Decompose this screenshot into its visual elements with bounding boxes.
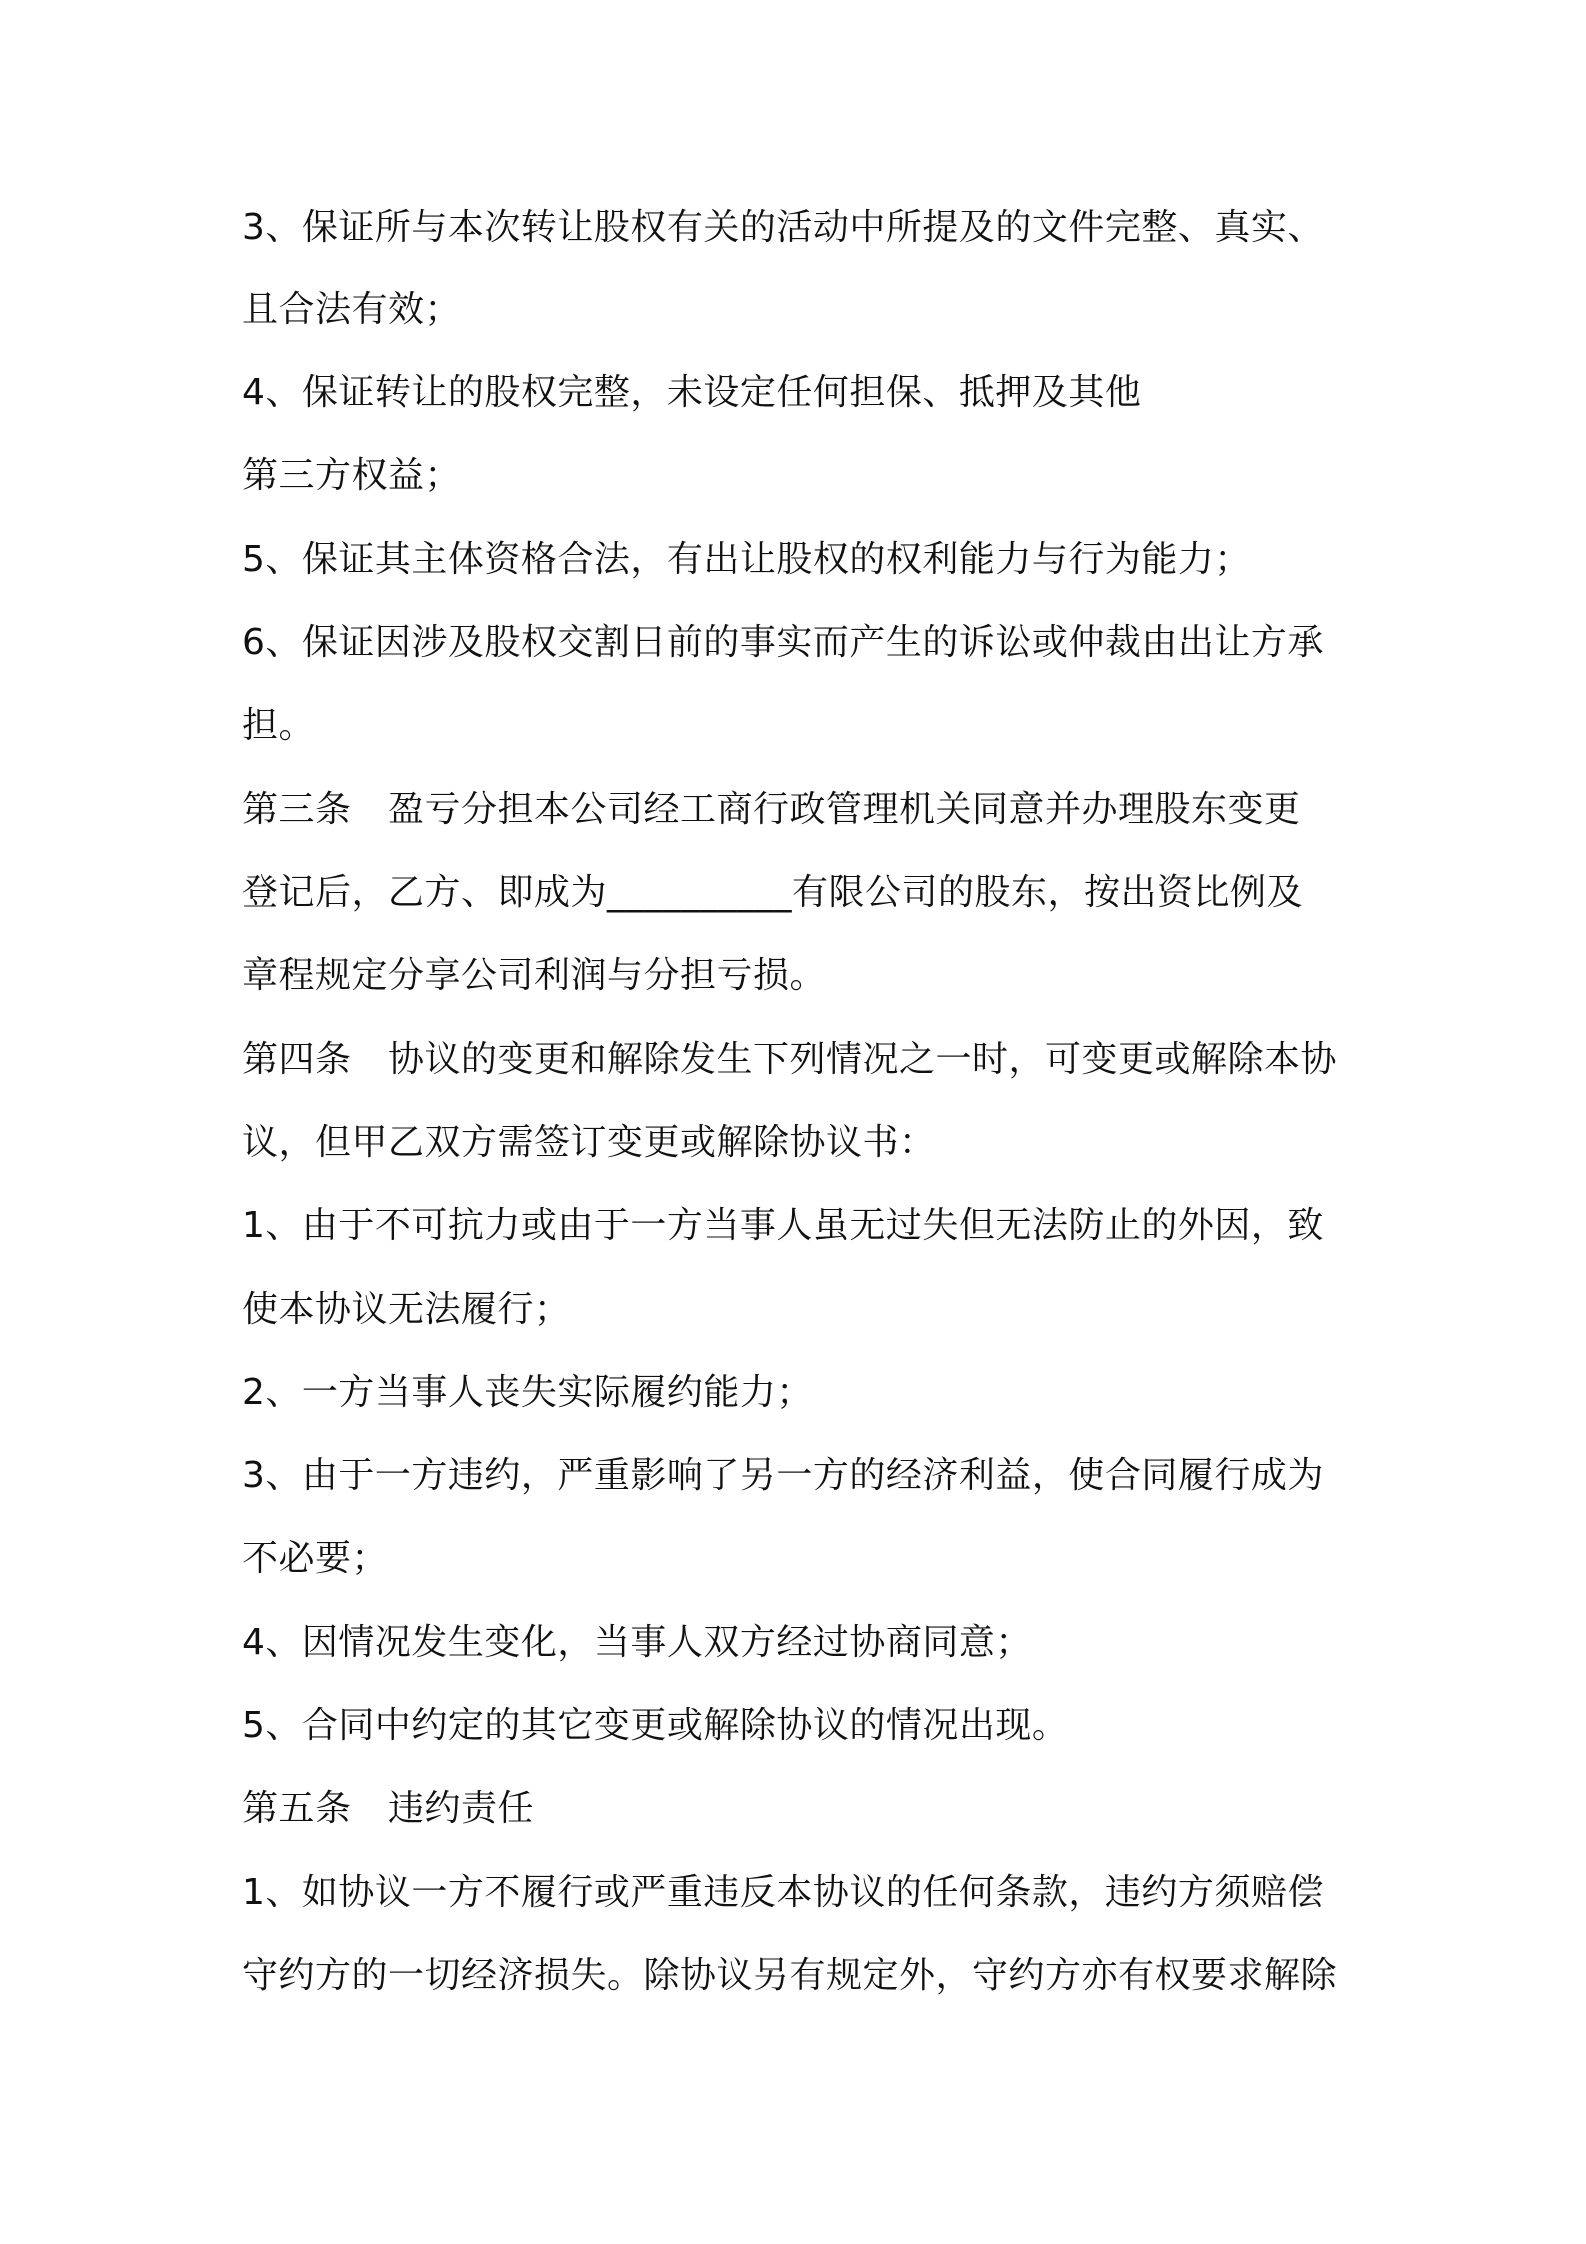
text-line: 章程规定分享公司利润与分担亏损。 (242, 955, 827, 996)
text-line: 登记后，乙方、即成为__________有限公司的股东，按出资比例及 (242, 872, 1304, 913)
text-line: 6、保证因涉及股权交割日前的事实而产生的诉讼或仲裁由出让方承 (242, 622, 1324, 663)
text-line: 不必要； (242, 1538, 389, 1579)
text-line: 担。 (242, 705, 316, 746)
text-line: 4、保证转让的股权完整，未设定任何担保、抵押及其他 (242, 372, 1142, 413)
text-line: 1、由于不可抗力或由于一方当事人虽无过失但无法防止的外因，致 (242, 1205, 1324, 1246)
text-line: 1、如协议一方不履行或严重违反本协议的任何条款，违约方须赔偿 (242, 1872, 1324, 1913)
text-line: 2、一方当事人丧失实际履约能力； (242, 1372, 813, 1413)
text-line: 5、保证其主体资格合法，有出让股权的权利能力与行为能力； (242, 539, 1251, 580)
text-line: 议，但甲乙双方需签订变更或解除协议书： (242, 1122, 936, 1163)
text-line: 且合法有效； (242, 289, 462, 330)
text-line: 4、因情况发生变化，当事人双方经过协商同意； (242, 1622, 1032, 1663)
text-line: 守约方的一切经济损失。除协议另有规定外，守约方亦有权要求解除 (242, 1955, 1338, 1996)
article-3-heading-line: 第三条 盈亏分担本公司经工商行政管理机关同意并办理股东变更 (242, 789, 1301, 830)
text-line: 3、由于一方违约，严重影响了另一方的经济利益，使合同履行成为 (242, 1455, 1324, 1496)
text-line: 3、保证所与本次转让股权有关的活动中所提及的文件完整、真实、 (242, 207, 1324, 248)
text-line: 第三方权益； (242, 455, 462, 496)
article-5-heading-line: 第五条 违约责任 (242, 1788, 535, 1829)
text-line: 5、合同中约定的其它变更或解除协议的情况出现。 (242, 1705, 1069, 1746)
article-4-heading-line: 第四条 协议的变更和解除发生下列情况之一时，可变更或解除本协 (242, 1039, 1338, 1080)
text-line: 使本协议无法履行； (242, 1289, 571, 1330)
